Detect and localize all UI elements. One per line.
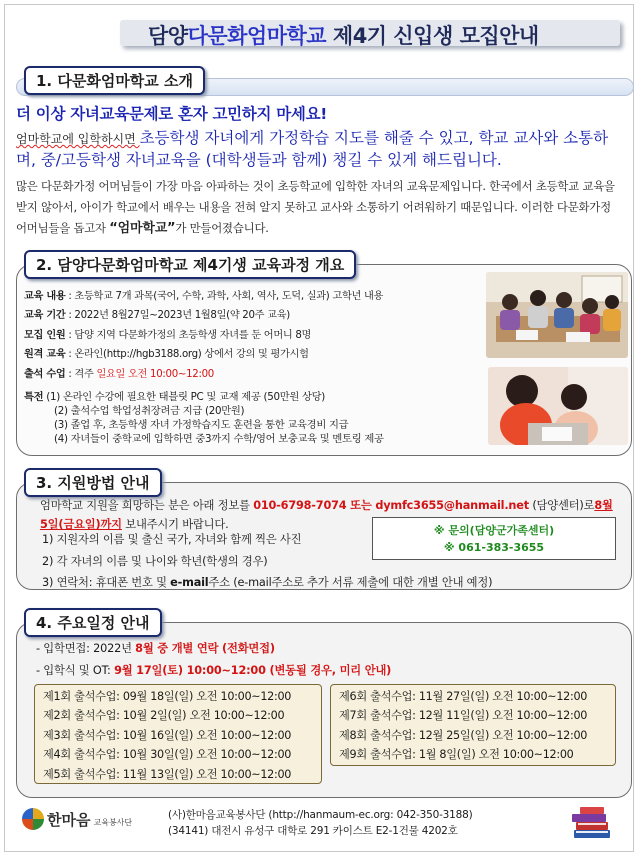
session-item: 제7회 출석수업: 12월 11일(일) 오전 10:00~12:00: [339, 709, 588, 723]
session-item: 제8회 출석수업: 12월 25일(일) 오전 10:00~12:00: [339, 728, 588, 742]
session-item: 제3회 출석수업: 10월 16일(일) 오전 10:00~12:00: [43, 728, 292, 742]
section-4-header: 4. 주요일정 안내: [24, 608, 162, 637]
inquiry-label: ※ 문의(담양군가족센터): [433, 524, 555, 537]
requirement-item: 3) 연락처: 휴대폰 번호 및 e-mail주소 (e-mail주소로 추가 서류 제출에 대한 개별 안내 예정): [42, 576, 493, 589]
requirement-item: 2) 각 자녀의 이름 및 나이와 학년(학생의 경우): [42, 554, 268, 568]
session-item: 제9회 출석수업: 1월 8일(일) 오전 10:00~12:00: [339, 748, 574, 762]
logo-name: 한마음: [47, 810, 91, 829]
requirement-item: 1) 지원자의 이름 및 출신 국가, 자녀와 함께 찍은 사진: [42, 533, 302, 546]
course-row-remote: 원격 교육 : 온라인(http://hgb3188.org) 상에서 강의 및 평가시험: [24, 349, 309, 361]
intro-body: 많은 다문화가정 어머님들이 가장 마음 아파하는 것이 초등학교에 입학한 자녀의 교육문제입니다. 한국에서 초등학교 교육을 받지 않아서, 아이가 학교에서 배우는 내용을 전혀 알지 못하고 교사와 소통하기 어려워하기 때문입니다. 이러한 다문화가정 어머님들을 돕고자 “엄마학교”가 만들어졌습니다.: [16, 179, 615, 236]
benefit-item: (4) 자녀들이 중학교에 입학하면 중3까지 수학/영어 보충교육 및 멘토링 제공: [54, 433, 384, 445]
session-item: 제1회 출석수업: 09월 18일(일) 오전 10:00~12:00: [43, 690, 292, 703]
session-item: 제5회 출석수업: 11월 13일(일) 오전 10:00~12:00: [43, 767, 292, 781]
schedule-overview: [36, 638, 391, 682]
course-row-capacity: 모집 인원 : 담양 지역 다문화가정의 초등학생 자녀를 둔 어머니 8명: [24, 329, 312, 341]
inquiry-box: [372, 517, 616, 560]
course-details: [24, 287, 484, 384]
session-item: 제4회 출석수업: 10월 30일(일) 오전 10:00~12:00: [43, 748, 292, 762]
session-item: 제6회 출석수업: 11월 27일(일) 오전 10:00~12:00: [339, 690, 588, 703]
interview-line: - 입학면접: 2022년 8월 중 개별 연락 (전화면접): [36, 642, 275, 655]
sessions-left: [34, 684, 322, 784]
books-icon: [568, 804, 614, 844]
footer-info: [168, 807, 473, 839]
course-benefits: [24, 390, 474, 446]
page-title: 담양다문화엄마학교 제4기 신입생 모집안내: [148, 24, 539, 48]
course-row-period: 교육 기간 : 2022년 8월27일~2023년 1월8일(약 20주 교육): [24, 310, 290, 322]
classroom-photo: [486, 272, 628, 358]
org-address: (34141) 대전시 유성구 대학로 291 카이스트 E2-1건물 4202호: [168, 825, 458, 837]
benefit-item: (3) 졸업 후, 초등학생 자녀 가정학습지도 훈련을 통한 교육경비 지급: [54, 419, 349, 431]
course-row-attendance: 출석 수업 : 격주 일요일 오전 10:00~12:00: [24, 368, 214, 380]
intro-lead: 엄마학교에 입학하시면 초등학생 자녀에게 가정학습 지도를 해줄 수 있고, 학교 교사와 소통하며, 중/고등학생 자녀교육을 (대학생들과 함께) 챙길 수 있게 해드립니다.: [16, 129, 609, 169]
session-item: 제2회 출석수업: 10월 2일(일) 오전 10:00~12:00: [43, 709, 285, 723]
title-area: [70, 14, 630, 48]
logo-subtitle: 교육봉사단: [93, 817, 133, 827]
apply-instructions: 엄마학교 지원을 희망하는 분은 아래 정보를 010-6798-7074 또는 dymfc3655@hanmail.net (담양센터)로8월 5일(금요일)까지 보내주시기 바랍니다.: [40, 499, 613, 531]
org-contact: (사)한마음교육봉사단 (http://hanmaum-ec.org: 042-350-3188): [168, 809, 473, 821]
logo-icon: [22, 808, 44, 830]
inquiry-phone: ※ 061-383-3655: [443, 541, 545, 554]
orientation-line: - 입학식 및 OT: 9월 17일(토) 10:00~12:00 (변동될 경우, 미리 안내): [36, 664, 392, 677]
org-logo: [22, 808, 132, 830]
mother-child-photo: [488, 367, 628, 445]
course-row-content: 교육 내용 : 초등학교 7개 과목(국어, 수학, 과학, 사회, 역사, 도덕, 실과) 고학년 내용: [24, 291, 384, 302]
benefit-item: (2) 출석수업 학업성취장려금 지급 (20만원): [54, 405, 245, 417]
benefit-item: 특전 (1) 온라인 수강에 필요한 태블릿 PC 및 교재 제공 (50만원 상당): [24, 391, 326, 403]
sessions-right: [330, 684, 616, 766]
intro-headline: 더 이상 자녀교육문제로 혼자 고민하지 마세요!: [16, 105, 328, 123]
section-1-header: 1. 다문화엄마학교 소개: [24, 66, 205, 95]
section-3-header: 3. 지원방법 안내: [24, 468, 162, 497]
section-2-header: 2. 담양다문화엄마학교 제4기생 교육과정 개요: [24, 250, 356, 279]
